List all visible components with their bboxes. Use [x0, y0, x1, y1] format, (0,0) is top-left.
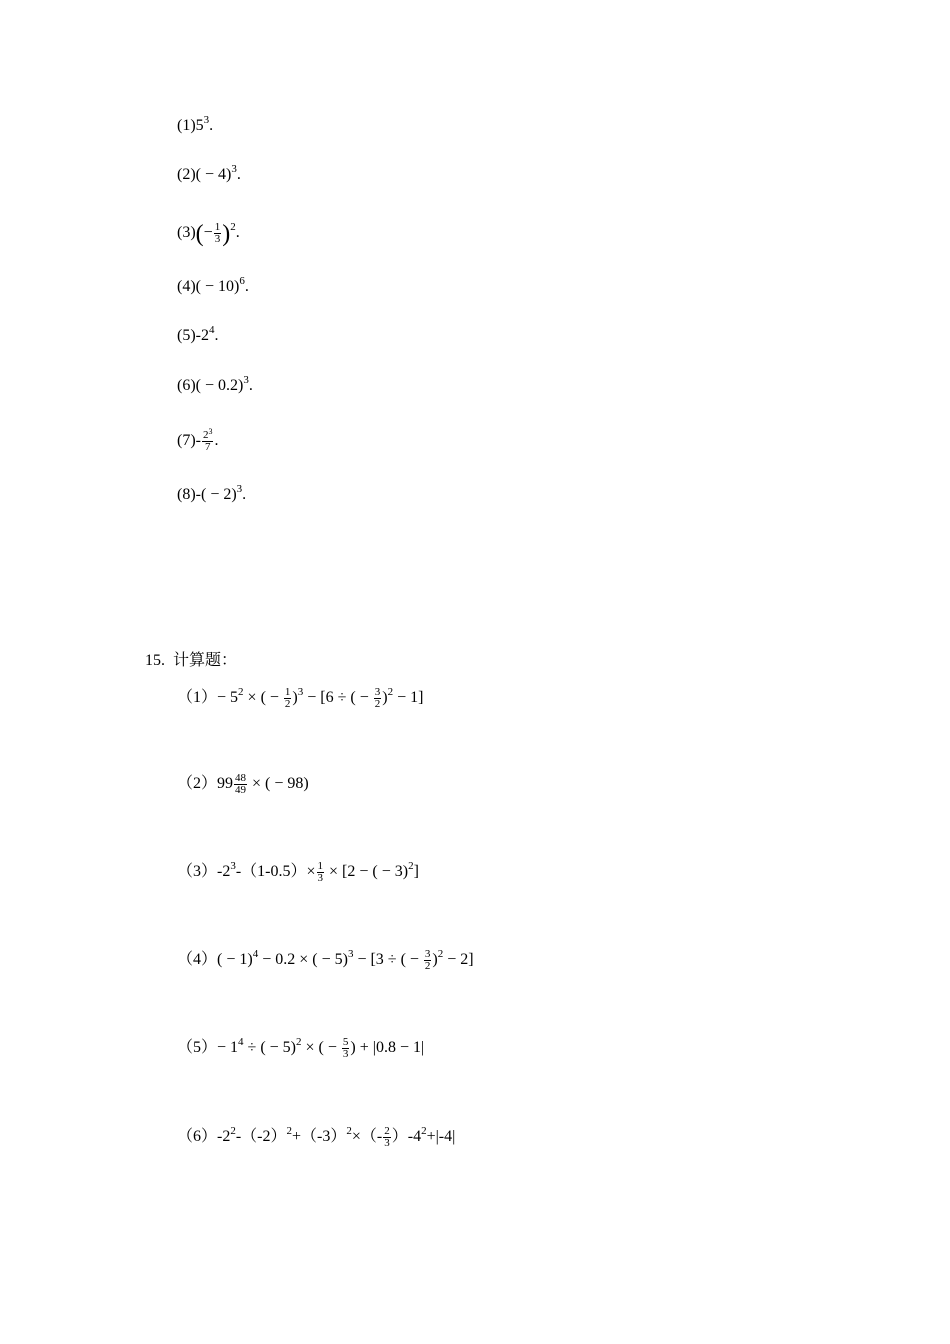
calc-item-4: $(4)( - 1)^4 - 0.2$ × ( − 5)$^3$ − [3 ÷ ( − $\frac{3}{2}$ )$^2$ − 2]: [177, 948, 474, 972]
calc-item-3: $(3)-2^3-(1-0.5)\times$ $\frac{1}{3}$ × [2 − ( − 3)$^2$]: [177, 860, 419, 884]
problem-2: $(2)( - 4)^3$.: [177, 163, 241, 183]
calc-item-2: （2）99 $\frac{48}{49}$ × ( − 98): [177, 772, 309, 796]
calc-item-5: $(5)- 1^4$ ÷ ( − 5)$^2$ × ( − $\frac{5}{3}$ ) + |0.8 − 1|: [177, 1036, 425, 1060]
problem-4: $(4)( - 10)^6$.: [177, 275, 249, 295]
problem-5: $(5)-2^4$.: [177, 324, 219, 344]
fraction: $\frac{1}{3}$: [214, 221, 221, 245]
problem-6: $(6)( - 0.2)^3$.: [177, 374, 253, 394]
calc-item-1: $(1)- 5^2$ × ( − $\frac{1}{2}$ )$^3$ − [6 ÷ ( − $\frac{3}{2}$ )$^2$ − 1]: [177, 686, 424, 710]
problem-8: $(8)-( - 2)^3$.: [177, 483, 247, 503]
problem-1: $(1)5^3$.: [177, 114, 214, 134]
problem-7: (7)- $\frac{2^3}{7}$ .: [177, 427, 219, 453]
fraction: $\frac{1}{2}$: [284, 686, 291, 710]
question-title: 计算题：: [173, 652, 238, 669]
problem-3: (3)(− $\frac{1}{3}$ )$^2$.: [177, 221, 240, 248]
fraction: $\frac{5}{3}$: [342, 1036, 349, 1060]
fraction: $\frac{48}{49}$: [235, 772, 247, 796]
question-15-header: [145, 651, 237, 671]
fraction: $\frac{3}{2}$: [424, 948, 431, 972]
calc-item-6: $(6)-2^2-(-2)^2+(-3)^2\times(-$ $\frac{2}{3}$ ）$-4^2+|-4|$: [177, 1125, 456, 1149]
fraction: $\frac{2^3}{7}$: [202, 427, 213, 453]
fraction: $\frac{1}{3}$: [317, 860, 324, 884]
fraction: $\frac{3}{2}$: [374, 686, 381, 710]
fraction: $\frac{2}{3}$: [384, 1125, 390, 1149]
question-number: 15.: [145, 652, 165, 669]
